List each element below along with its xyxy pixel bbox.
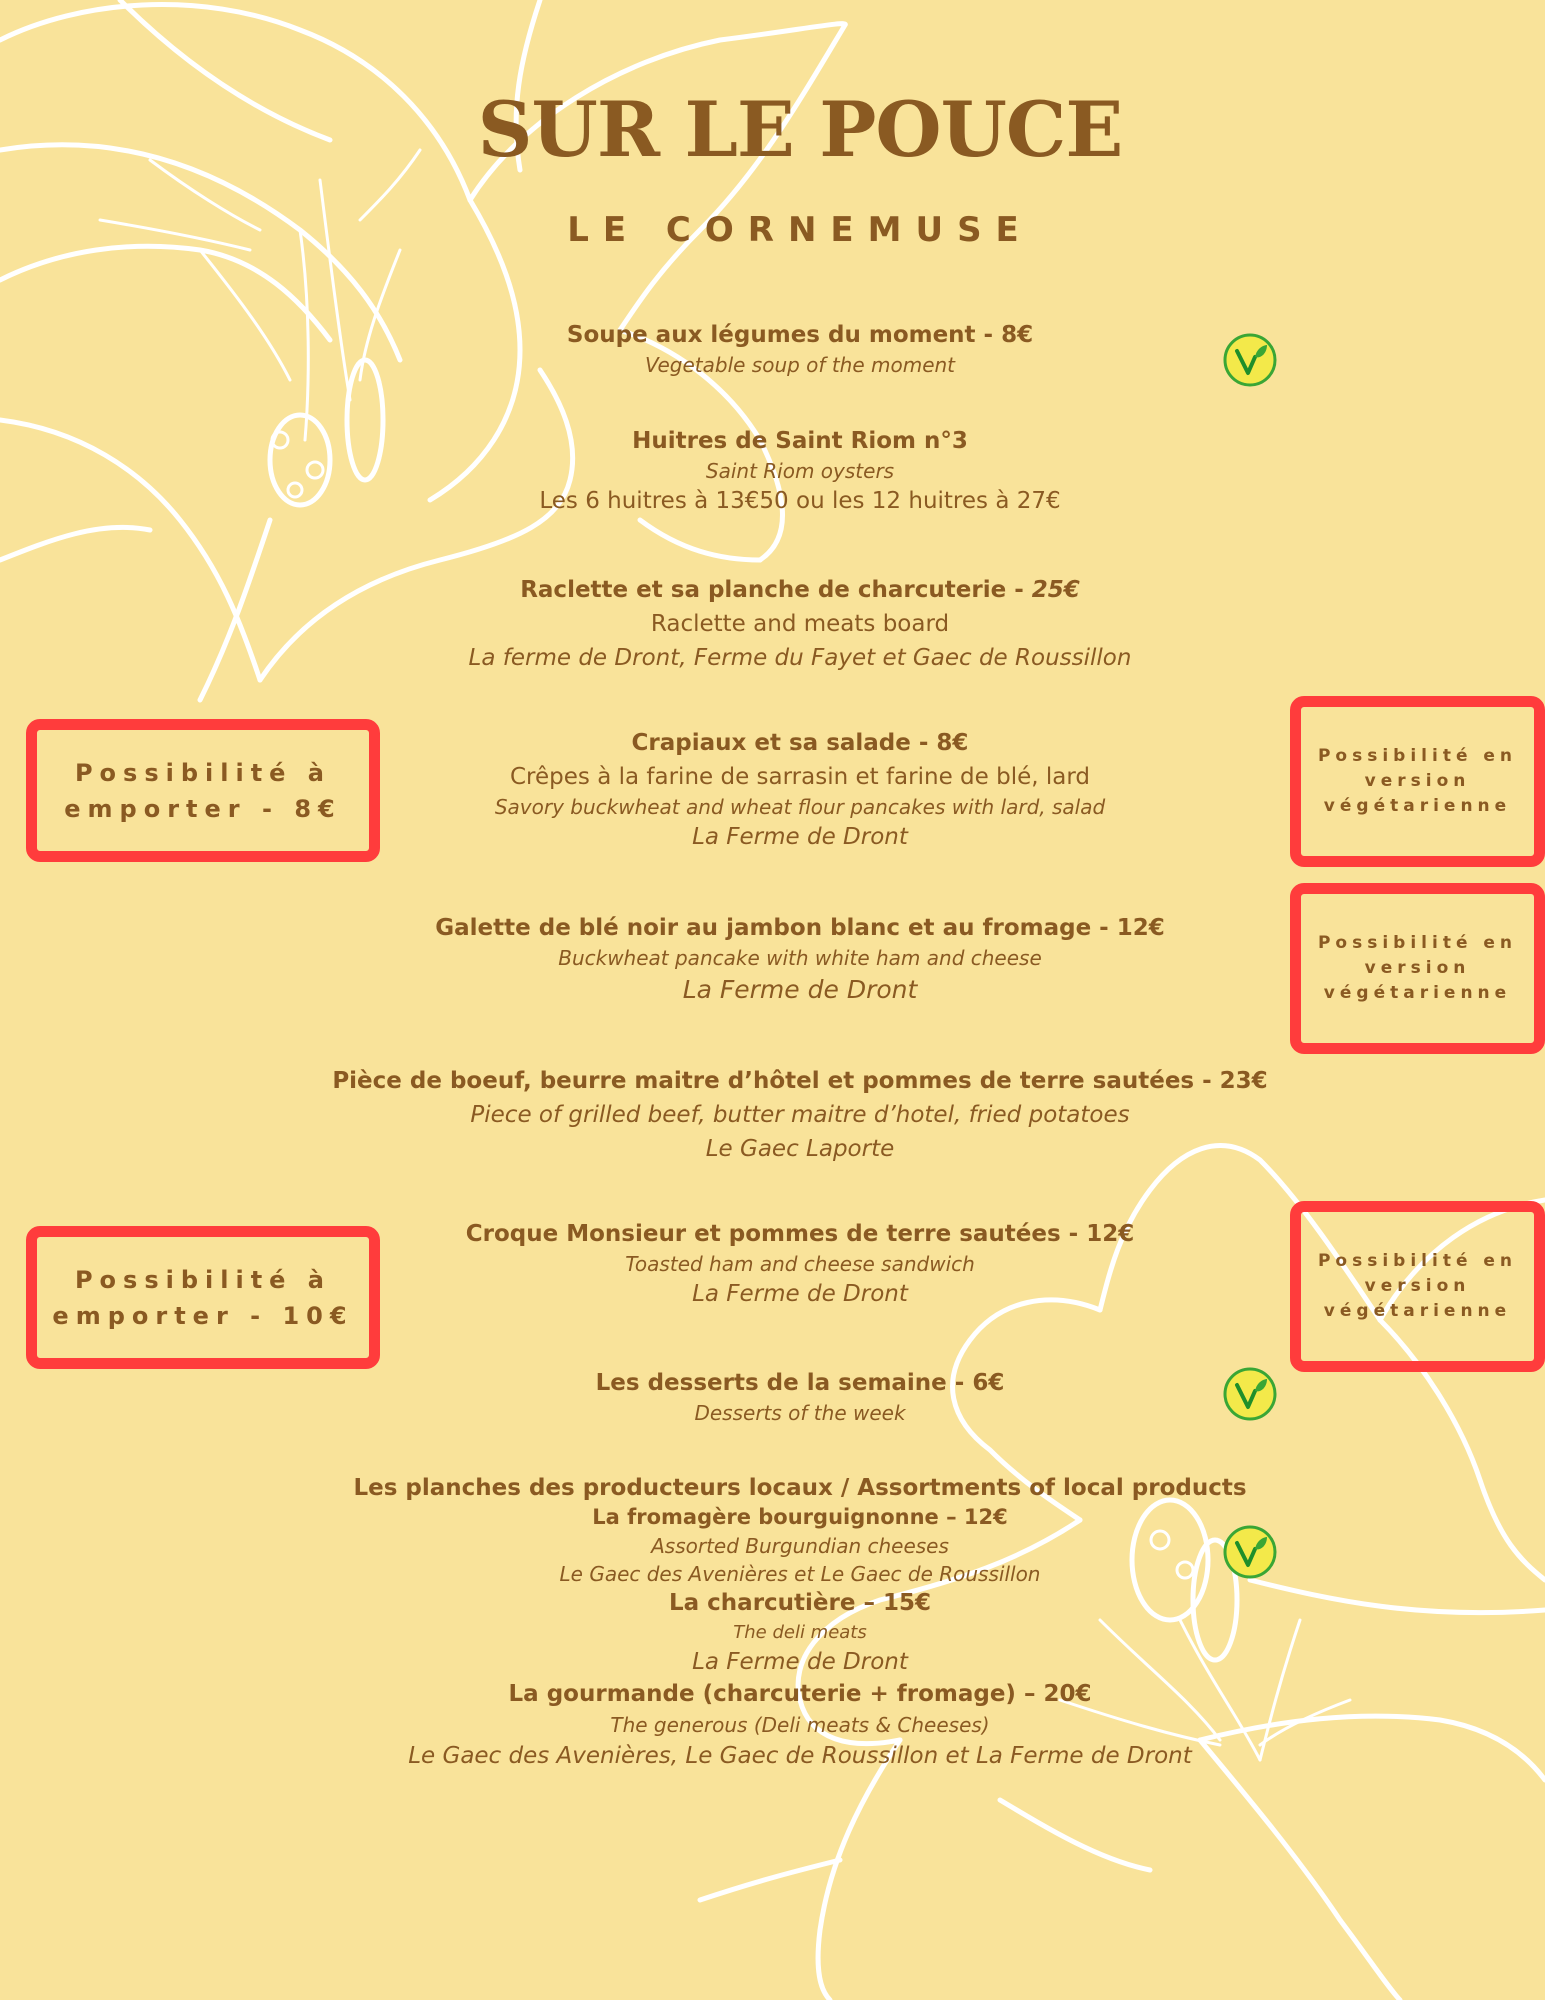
menu-item-raclette bbox=[300, 577, 1300, 671]
planche-gourmande-farm: Le Gaec des Avenières, Le Gaec de Roussillon et La Ferme de Dront bbox=[408, 1743, 1192, 1769]
planche-charcutiere-farm: La Ferme de Dront bbox=[692, 1649, 908, 1675]
vegetarian-leaf-icon bbox=[1223, 1367, 1277, 1421]
item-french-desc: Crêpes à la farine de sarrasin et farine de blé, lard bbox=[510, 764, 1090, 790]
item-english: Vegetable soup of the moment bbox=[644, 353, 956, 377]
section-heading: Les planches des producteurs locaux / Assortments of local products bbox=[353, 1475, 1247, 1501]
item-english: Toasted ham and cheese sandwich bbox=[625, 1252, 975, 1276]
takeaway-badge: Possibilité à emporter - 10€ bbox=[26, 1226, 380, 1369]
planche-gourmande-name: La gourmande (charcuterie + fromage) – 20€ bbox=[508, 1681, 1092, 1707]
menu-item-boeuf bbox=[300, 1068, 1300, 1162]
planche-fromagere-name: La fromagère bourguignonne – 12€ bbox=[592, 1505, 1008, 1529]
item-name: Crapiaux et sa salade - 8€ bbox=[631, 730, 969, 756]
item-english: Saint Riom oysters bbox=[705, 459, 895, 483]
item-name: Huitres de Saint Riom n°3 bbox=[632, 428, 968, 454]
menu-item-crapiaux bbox=[300, 730, 1300, 850]
restaurant-name: LE CORNEMUSE bbox=[567, 210, 1033, 250]
planche-fromagere-english: Assorted Burgundian cheeses bbox=[651, 1534, 949, 1558]
item-english: Piece of grilled beef, butter maitre d’hotel, fried potatoes bbox=[470, 1102, 1130, 1128]
item-english: Desserts of the week bbox=[694, 1401, 906, 1425]
item-name: Pièce de boeuf, beurre maitre d’hôtel et pommes de terre sautées - 23€ bbox=[332, 1068, 1268, 1094]
item-name: Croque Monsieur et pommes de terre sautées - 12€ bbox=[465, 1221, 1135, 1247]
vegetarian-option-badge: Possibilité en version végétarienne bbox=[1290, 1201, 1545, 1372]
takeaway-badge: Possibilité à emporter - 8€ bbox=[26, 719, 380, 862]
menu-item-desserts bbox=[300, 1370, 1300, 1425]
vegetarian-option-badge: Possibilité en version végétarienne bbox=[1290, 883, 1545, 1054]
item-farm: La Ferme de Dront bbox=[682, 975, 918, 1004]
menu-title: SUR LE POUCE bbox=[477, 85, 1123, 174]
item-name: Les desserts de la semaine - 6€ bbox=[595, 1370, 1005, 1396]
menu-item-croque bbox=[300, 1221, 1300, 1307]
item-name: Raclette et sa planche de charcuterie - 25€ bbox=[520, 577, 1080, 603]
vegetarian-leaf-icon bbox=[1223, 333, 1277, 387]
planche-charcutiere-name: La charcutière – 15€ bbox=[668, 1590, 931, 1616]
planche-fromagere-farm: Le Gaec des Avenières et Le Gaec de Roussillon bbox=[559, 1562, 1041, 1586]
item-price: 25€ bbox=[1031, 577, 1080, 603]
item-english: Savory buckwheat and wheat flour pancakes with lard, salad bbox=[494, 795, 1106, 819]
item-name: Galette de blé noir au jambon blanc et au fromage - 12€ bbox=[435, 915, 1165, 941]
item-farm: La ferme de Dront, Ferme du Fayet et Gaec de Roussillon bbox=[468, 645, 1132, 671]
vegetarian-option-badge: Possibilité en version végétarienne bbox=[1290, 696, 1545, 867]
vegetarian-leaf-icon bbox=[1223, 1525, 1277, 1579]
item-detail: Les 6 huitres à 13€50 ou les 12 huitres à 27€ bbox=[539, 488, 1061, 514]
menu-item-huitres bbox=[300, 428, 1300, 514]
menu-item-galette bbox=[300, 915, 1300, 1004]
item-farm: La Ferme de Dront bbox=[692, 1281, 908, 1307]
item-english: Raclette and meats board bbox=[650, 611, 950, 637]
planche-charcutiere-english: The deli meats bbox=[733, 1622, 867, 1643]
menu-section-planches bbox=[300, 1475, 1300, 1769]
planche-gourmande-english: The generous (Deli meats & Cheeses) bbox=[610, 1713, 990, 1737]
item-english: Buckwheat pancake with white ham and cheese bbox=[558, 946, 1042, 970]
menu-item-soupe bbox=[300, 322, 1300, 377]
item-name: Soupe aux légumes du moment - 8€ bbox=[566, 322, 1034, 348]
item-farm: Le Gaec Laporte bbox=[705, 1136, 895, 1162]
item-farm: La Ferme de Dront bbox=[692, 824, 908, 850]
